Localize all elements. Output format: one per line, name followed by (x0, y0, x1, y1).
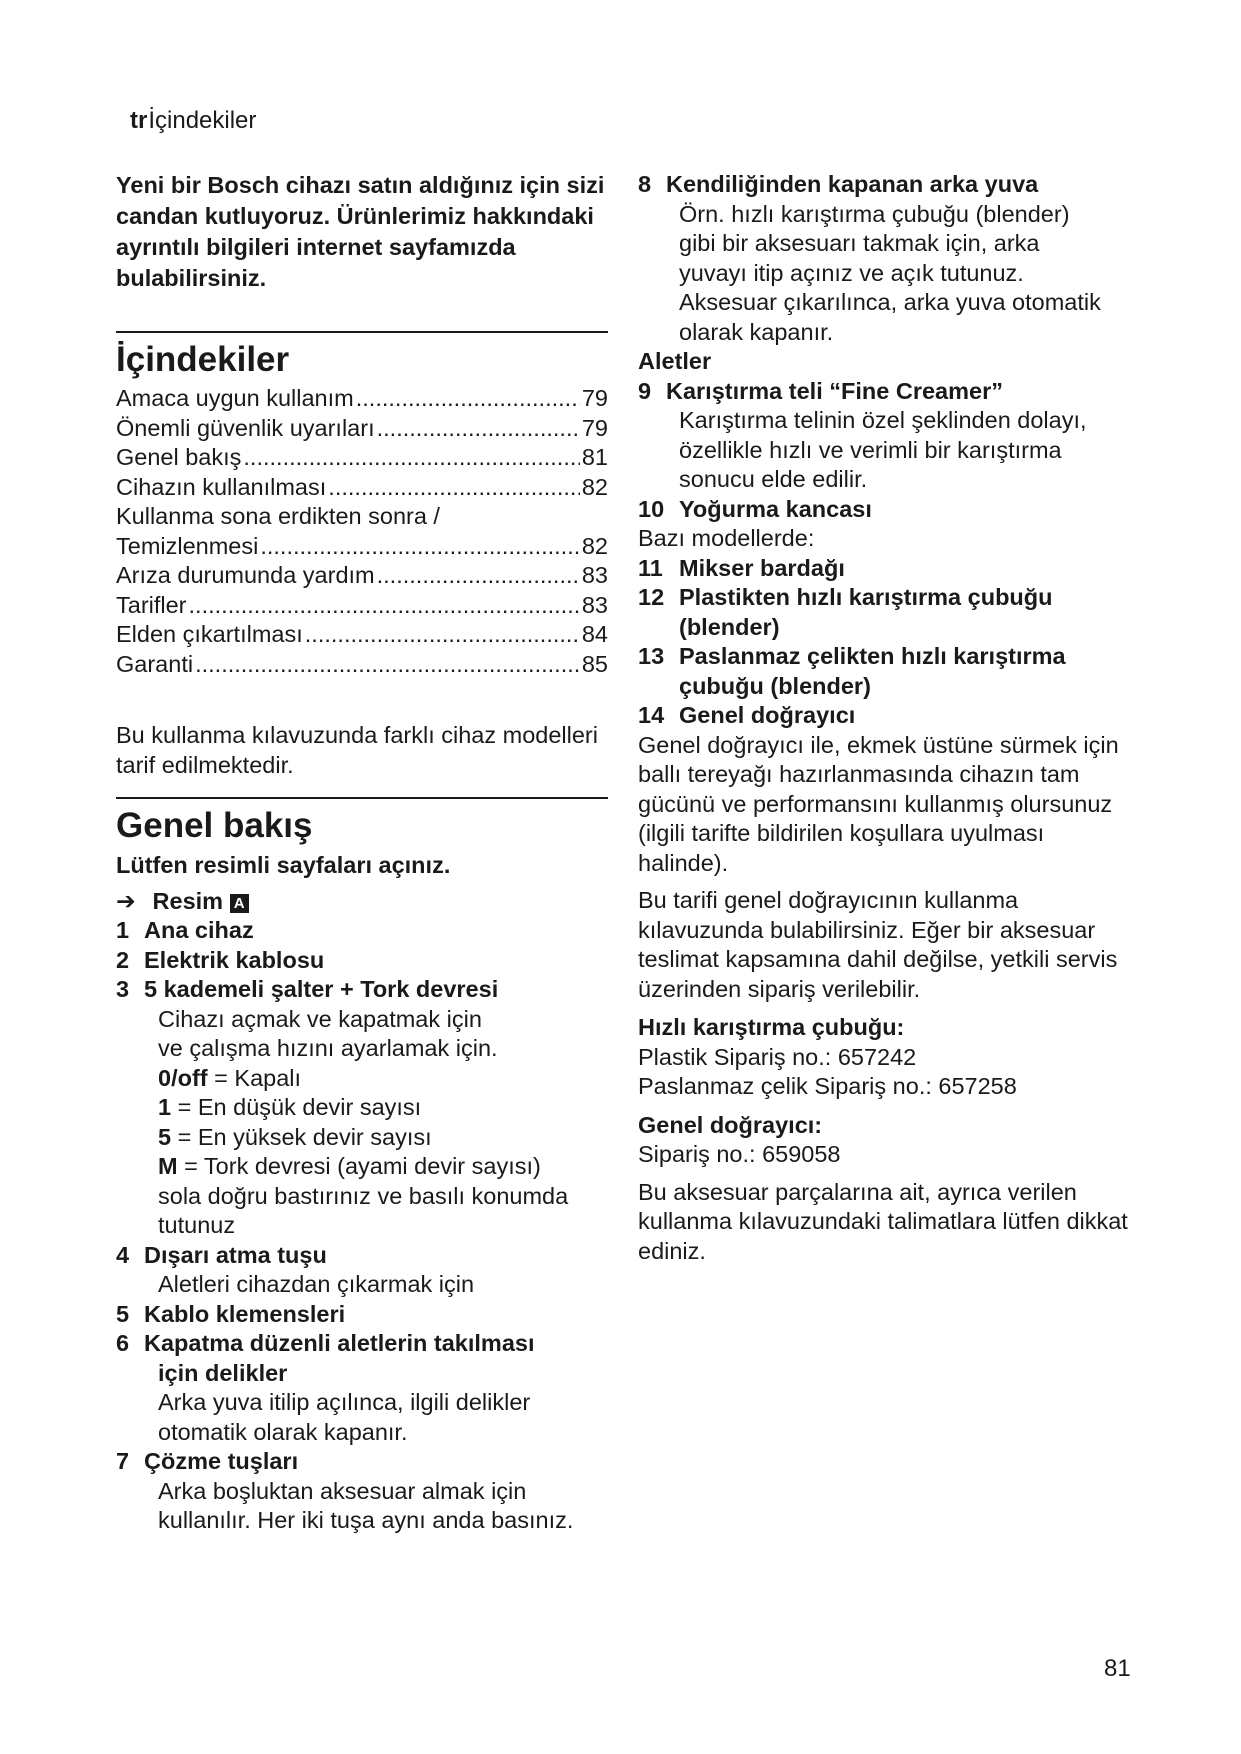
overview-item: 13 Paslanmaz çelikten hızlı karıştırma (638, 643, 1066, 669)
some-models-note: Bazı modellerde: (638, 525, 815, 551)
blender-heading: Hızlı karıştırma çubuğu: (638, 1014, 905, 1040)
overview-item: 8 Kendiliğinden kapanan arka yuva (638, 171, 1039, 197)
item-description: Aksesuar çıkarılınca, arka yuva otomatik (679, 289, 1101, 315)
setting-line: 5 = En yüksek devir sayısı (158, 1123, 432, 1150)
toc-entry[interactable]: Cihazın kullanılması ..... 82 (116, 473, 608, 503)
item-description: otomatik olarak kapanır. (158, 1418, 408, 1445)
overview-item: 14 Genel doğrayıcı (638, 702, 856, 728)
overview-item: 12 Plastikten hızlı karıştırma çubuğu (638, 584, 1053, 610)
toc-list (116, 384, 608, 679)
intro-text: Yeni bir Bosch cihazı satın aldığınız için sizi candan kutluyoruz. Ürünlerimiz hakkındaki ayrıntılı bilgileri internet sayfamızda bulabilirsiniz. (116, 172, 605, 291)
page-header (130, 107, 256, 135)
overview-item: 4 Dışarı atma tuşu (116, 1241, 327, 1268)
item-description: sola doğru bastırınız ve basılı konumda (158, 1182, 569, 1209)
toc-heading: İçindekiler (116, 340, 290, 379)
item-description: yuvayı itip açınız ve açık tutunuz. (679, 259, 1024, 286)
toc-entry[interactable]: Temizlenmesi ..... 82 (116, 532, 608, 562)
setting-line: M = Tork devresi (ayami devir sayısı) (158, 1153, 541, 1179)
item-title-continued: çubuğu (blender) (679, 672, 871, 699)
setting-line: 0/off = Kapalı (158, 1064, 302, 1091)
toc-entry[interactable]: Önemli güvenlik uyarıları ..... 79 (116, 414, 608, 444)
toc-entry[interactable]: Amaca uygun kullanım ..... 79 (116, 384, 608, 414)
open-pages-note: Lütfen resimli sayfaları açınız. (116, 852, 451, 878)
toc-entry[interactable]: Garanti ..... 85 (116, 650, 608, 680)
item-description: tutunuz (158, 1212, 236, 1238)
item-title-continued: (blender) (679, 613, 780, 640)
setting-line: 1 = En düşük devir sayısı (158, 1094, 422, 1120)
item-description: Karıştırma telinin özel şeklinden dolayı, (679, 407, 1087, 433)
item-description: Arka boşluktan aksesuar almak için (158, 1477, 527, 1504)
overview-item: 5 Kablo klemensleri (116, 1300, 346, 1327)
item-description: Arka yuva itilip açılınca, ilgili delikler (158, 1389, 531, 1415)
toc-entry[interactable]: Kullanma sona erdikten sonra / (116, 503, 440, 529)
item-description: özellikle hızlı ve verimli bir karıştırma (679, 436, 1062, 463)
toc-entry[interactable]: Elden çıkartılması ..... 84 (116, 620, 608, 650)
order-number: Plastik Sipariş no.: 657242 (638, 1043, 917, 1070)
item-title-continued: için delikler (158, 1359, 288, 1386)
item-description: sonucu elde edilir. (679, 466, 868, 492)
order-number: Paslanmaz çelik Sipariş no.: 657258 (638, 1073, 1017, 1099)
item-description: gibi bir aksesuarı takmak için, arka (679, 230, 1040, 256)
item-description: Aletleri cihazdan çıkarmak için (158, 1271, 475, 1297)
page-number: 81 (1104, 1655, 1131, 1682)
overview-item: 9 Karıştırma teli “Fine Creamer” (638, 377, 1003, 404)
language-code: tr (130, 107, 148, 134)
order-number: Sipariş no.: 659058 (638, 1141, 841, 1167)
item-description: ve çalışma hızını ayarlamak için. (158, 1035, 498, 1061)
models-note: Bu kullanma kılavuzunda farklı cihaz modelleri tarif edilmektedir. (116, 722, 598, 778)
section-divider (116, 331, 608, 333)
left-column (116, 170, 608, 1536)
overview-item: 10 Yoğurma kancası (638, 495, 872, 522)
chopper-description: Genel doğrayıcı ile, ekmek üstüne sürmek için ballı tereyağı hazırlanmasında cihazın tam gücünü ve performansını kullanmış olursunuz (ilgili tarifte bildirilen koşullara uyulması halinde). (638, 731, 1119, 876)
tools-heading: Aletler (638, 348, 712, 374)
item-description: Cihazı açmak ve kapatmak için (158, 1005, 482, 1032)
chopper-order-note: Bu tarifi genel doğrayıcının kullanma kılavuzunda bulabilirsiniz. Eğer bir aksesuar teslimat kapsamına dahil değilse, yetkili servis üzerinden sipariş verilebilir. (638, 887, 1118, 1002)
overview-item: 1 Ana cihaz (116, 917, 254, 943)
final-note: Bu aksesuar parçalarına ait, ayrıca verilen kullanma kılavuzundaki talimatlara lütfen dikkat ediniz. (638, 1178, 1128, 1264)
overview-item: 6 Kapatma düzenli aletlerin takılması (116, 1330, 535, 1356)
overview-item: 3 5 kademeli şalter + Tork devresi (116, 976, 499, 1002)
section-divider (116, 797, 608, 799)
header-title: İçindekiler (148, 107, 257, 134)
item-description: Örn. hızlı karıştırma çubuğu (blender) (679, 200, 1070, 227)
overview-heading: Genel bakış (116, 806, 313, 845)
figure-a-icon: A (230, 894, 249, 913)
item-description: kullanılır. Her iki tuşa aynı anda basınız. (158, 1507, 574, 1533)
overview-item: 2 Elektrik kablosu (116, 946, 325, 973)
overview-item: 11 Mikser bardağı (638, 554, 845, 581)
toc-entry[interactable]: Arıza durumunda yardım ..... 83 (116, 561, 608, 591)
right-column (638, 170, 1138, 1266)
overview-item: 7 Çözme tuşları (116, 1448, 299, 1474)
item-description: olarak kapanır. (679, 318, 834, 345)
figure-reference: ➔ Resim A (116, 887, 608, 917)
arrow-right-icon: ➔ (116, 887, 136, 914)
chopper-heading: Genel doğrayıcı: (638, 1111, 823, 1138)
toc-entry[interactable]: Tarifler ..... 83 (116, 591, 608, 621)
toc-entry[interactable]: Genel bakış ..... 81 (116, 443, 608, 473)
